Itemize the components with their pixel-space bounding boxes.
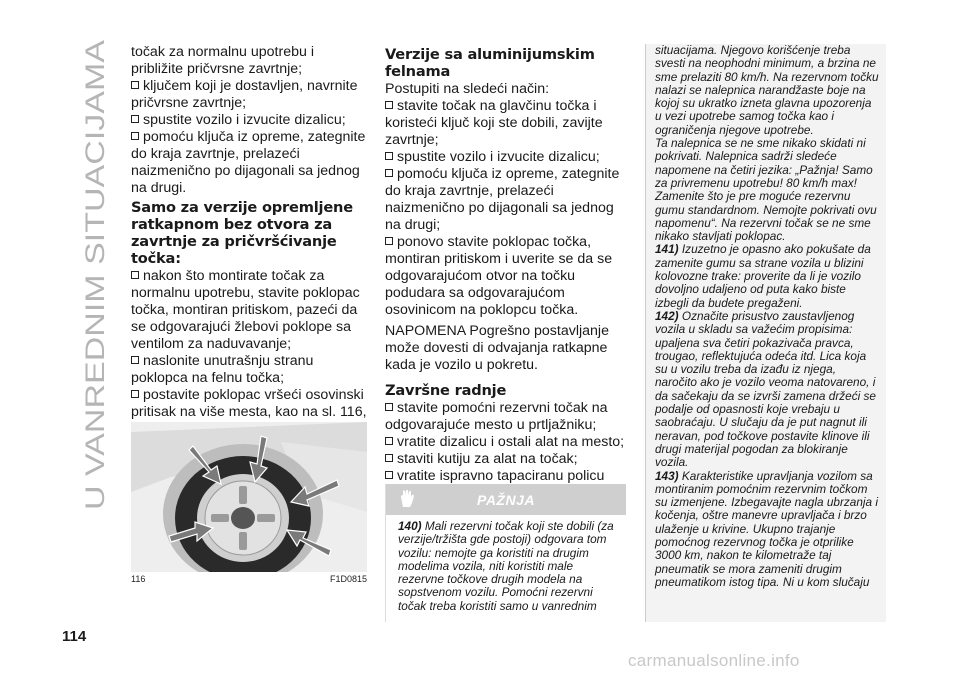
list-item: vratite dizalicu i ostali alat na mesto;	[385, 434, 625, 451]
bullet-square-icon	[385, 471, 393, 479]
figure-code: F1D0815	[329, 574, 367, 584]
warning-text: Mali rezervni točak koji ste dobili (za verzije/tržišta gde postoji) odgovara tom vozilu: nemojte ga koristiti na drugim modelima vozila, niti koristiti male rezervne točkove drugih modela na sopstvenom vozilu. Pomoćni rezervni točak treba koristiti samo u vanrednim	[398, 519, 614, 613]
warning-body	[386, 515, 626, 613]
col3-p2: Ta nalepnica se ne sme nikako skidati ni pokrivati. Nalepnica sadrži sledeće napomene na četiri jezika: „Pažnja! Samo za privremenu upotrebu! 80 km/h max! Zamenite što je pre moguće rezervnu gumu standardnom. Nemojte pokrivati ovu napomenu“. Na rezervni točak se ne sme nikako stavljati poklopac.	[655, 136, 877, 244]
col1-heading: Samo za verzije opremljene ratkapnom bez otvora za zavrtnje za pričvršćivanje točka:	[131, 199, 353, 267]
warning-box	[385, 484, 626, 622]
bullet-square-icon	[131, 356, 139, 364]
col3-p1: situacijama. Njegovo korišćenje treba svesti na neophodni minimum, a brzina ne sme prelaziti 80 km/h. Na rezervnom točku nalazi se nalepnica narandžaste boje na kojoj su ukratko izneta glavna upozorenja u vezi upotrebe samog točka kao i ograničenja njegove upotrebe.	[655, 43, 879, 137]
column-2	[385, 44, 625, 502]
note-143: 143) Karakteristike upravljanja vozilom sa montiranim pomoćnim rezervnim točkom su izmenjene. Izbegavajte nagla ubrzanja i kočenja, oštre manevre upravljača i brzo ulaženje u krivine. Ukupno trajanje pomoćnog rezervnog točka je otprilike 3000 km, nakon te kilometraže taj pneumatik se mora zameniti drugim pneumatikom istog tipa. Ni u kom slučaju	[655, 468, 878, 589]
list-item: ključem koji je dostavljen, navrnite pričvrsne zavrtnje;	[131, 78, 358, 111]
list-item: postavite poklopac vršeći osovinski pritisak na više mesta, kao na sl. 116,	[131, 387, 367, 420]
figure-116	[131, 422, 367, 591]
col2-note: NAPOMENA Pogrešno postavljanje može dovesti di odvajanja ratkapne kada je vozilo u pokretu.	[385, 323, 609, 373]
bullet-square-icon	[131, 132, 139, 140]
watermark: carmanualsonline.info	[628, 651, 800, 670]
col2-intro: Postupiti na sledeći način:	[385, 81, 550, 97]
warning-number: 140)	[398, 519, 422, 533]
list-item: stavite pomoćni rezervni točak na odgovarajuće mesto u prtljažniku;	[385, 400, 608, 433]
list-item: naslonite unutrašnju stranu poklopca na felnu točka;	[131, 353, 314, 386]
warning-header	[386, 484, 626, 515]
bullet-square-icon	[385, 169, 393, 177]
note-141: 141) Izuzetno je opasno ako pokušate da zamenite gumu sa strane vozila u blizini kolovozne trake: proverite da li je vozilo dovoljno udaljeno od puta kako biste izbegli da budete pregaženi.	[655, 242, 871, 310]
list-item: staviti kutiju za alat na točak;	[385, 451, 625, 468]
warning-title: PAŽNJA	[477, 492, 535, 508]
list-item: pomoću ključa iz opreme, zategnite do kraja zavrtnje, prelazeći naizmenično po dijagonali sa jednog na drugi;	[385, 166, 620, 233]
col2-heading-final: Završne radnje	[385, 382, 507, 399]
figure-number: 116	[131, 574, 146, 584]
column-1	[131, 44, 369, 455]
bullet-square-icon	[385, 152, 393, 160]
bullet-square-icon	[131, 390, 139, 398]
bullet-square-icon	[385, 101, 393, 109]
bullet-square-icon	[385, 237, 393, 245]
bullet-square-icon	[131, 271, 139, 279]
bullet-square-icon	[385, 454, 393, 462]
col2-heading-alloy: Verzije sa aluminijumskim felnama	[385, 46, 595, 80]
bullet-square-icon	[131, 115, 139, 123]
section-side-title	[74, 40, 124, 510]
list-item: vratite ispravno tapaciranu policu	[385, 468, 625, 502]
list-item: spustite vozilo i izvucite dizalicu;	[131, 112, 369, 129]
side-title-text: U VANREDNIM SITUACIJAMA	[80, 136, 110, 510]
list-item: stavite točak na glavčinu točka i koristeći ključ koji ste dobili, zavijte zavrtnje;	[385, 98, 603, 148]
list-item: pomoću ključa iz opreme, zategnite do kraja zavrtnje, prelazeći naizmenično po dijagonali sa jednog na drugi.	[131, 129, 366, 196]
note-142: 142) Označite prisustvo zaustavljenog vozila u skladu sa važećim propisima: upaljena sva četiri pokazivača pravca, trougao, reflektujuća odeća itd. Lica koja su u vozilu treba da izađu iz njega, naročito ako je vozilo veoma natovareno, i da sačekaju da se izvrši zamena držeći se podalje od opasnosti koje vrebaju u saobraćaju. U slučaju da je put nagnut ili neravan, pod točkove postavite klinove ili drugi materijal pogodan za blokiranje vozila.	[655, 308, 876, 470]
bullet-square-icon	[385, 403, 393, 411]
list-item: nakon što montirate točak za normalnu upotrebu, stavite poklopac točka, montiran pritiskom, pazeći da se odgovarajući žlebovi poklope sa ventilom za naduvavanje;	[131, 268, 360, 352]
page-number: 114	[62, 628, 87, 645]
list-item: spustite vozilo i izvucite dizalicu;	[385, 149, 625, 166]
bullet-square-icon	[385, 437, 393, 445]
list-item: ponovo stavite poklopac točka, montiran pritiskom i uverite se da se odgovarajućom otvor na točku podudara sa odgovarajućom osovinicom na poklopcu točka.	[385, 234, 613, 318]
column-3	[645, 44, 881, 589]
bullet-square-icon	[131, 81, 139, 89]
wheel-cover-illustration	[131, 422, 367, 572]
col1-intro: točak za normalnu upotrebu i približite pričvrsne zavrtnje;	[131, 44, 314, 77]
